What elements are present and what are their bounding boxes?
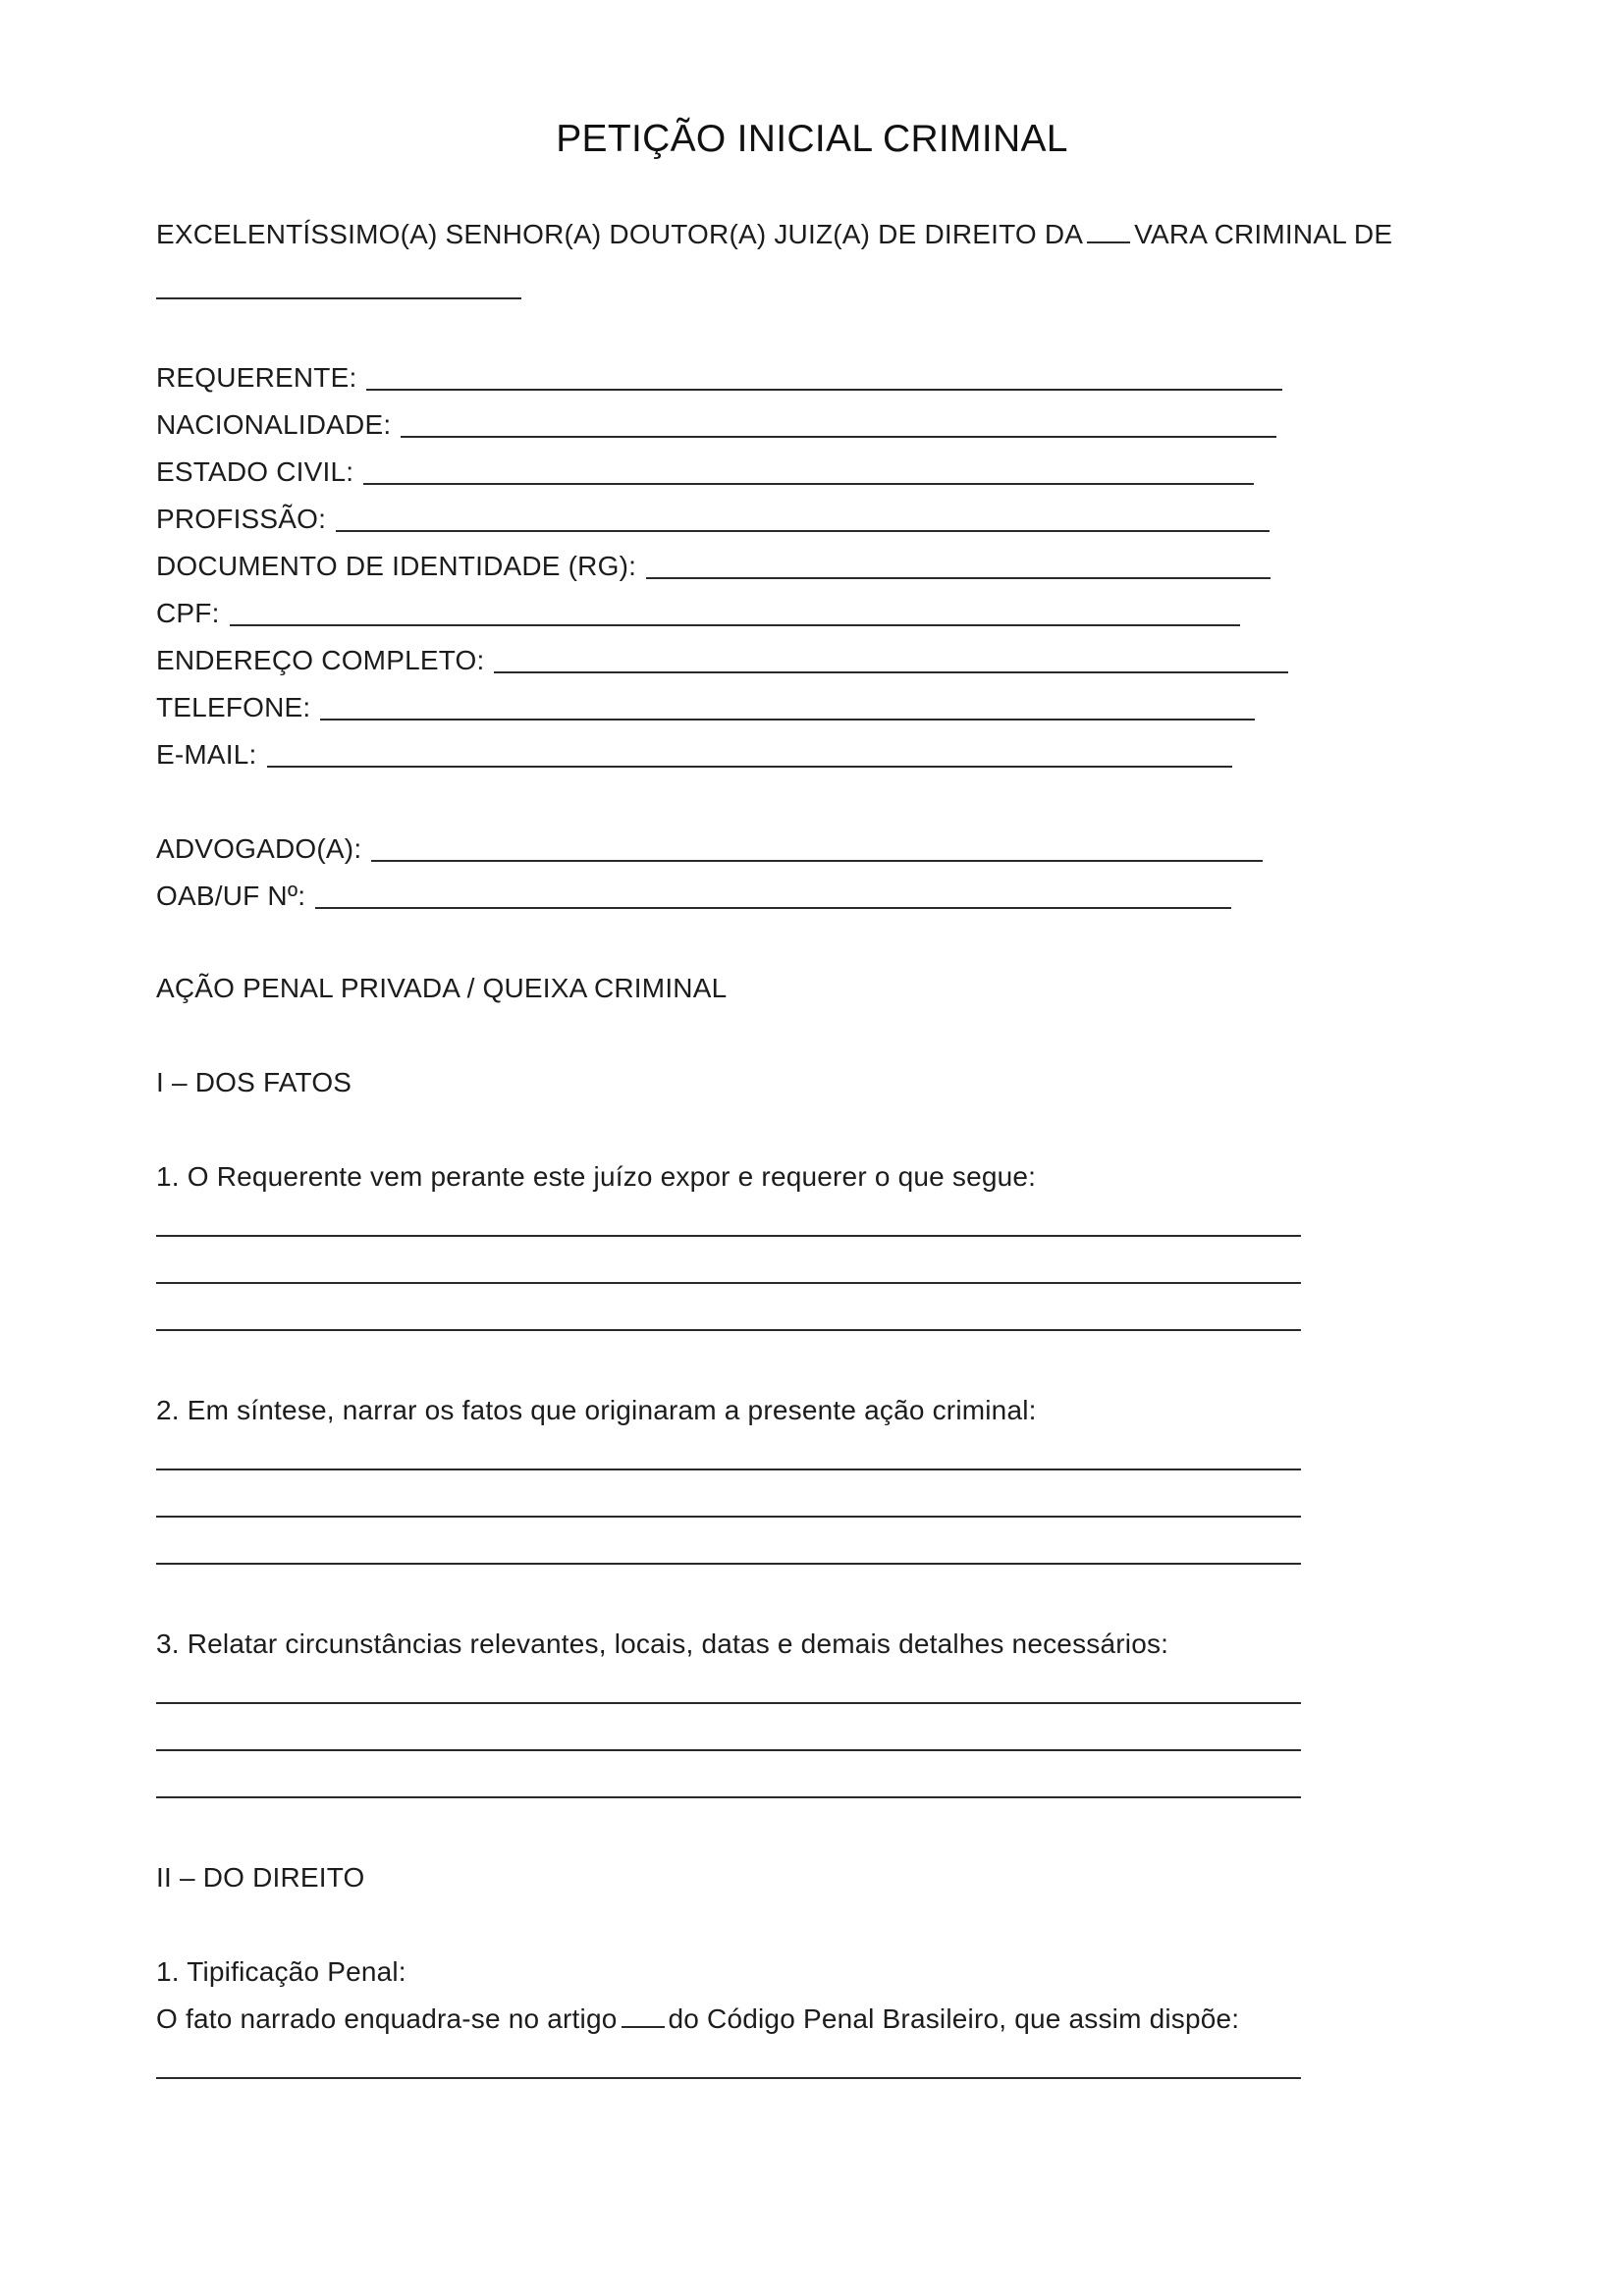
answer-line xyxy=(156,1702,1301,1704)
direito-item-1-text xyxy=(156,2002,1239,2036)
answer-line xyxy=(156,1282,1301,1284)
section-heading-direito: II – DO DIREITO xyxy=(156,1862,365,1893)
field-blank xyxy=(230,623,1240,626)
document-title: PETIÇÃO INICIAL CRIMINAL xyxy=(556,118,1068,160)
direito-item-1-title: 1. Tipificação Penal: xyxy=(156,1956,406,1987)
field-label: OAB/UF Nº: xyxy=(156,881,306,911)
field-label: TELEFONE: xyxy=(156,692,311,722)
fatos-item-1: 1. O Requerente vem perante este juízo expor e requerer o que segue: xyxy=(156,1161,1037,1192)
field-label: PROFISSÃO: xyxy=(156,504,327,534)
field-label: DOCUMENTO DE IDENTIDADE (RG): xyxy=(156,551,637,581)
field-label: ENDEREÇO COMPLETO: xyxy=(156,645,485,675)
field-oab xyxy=(156,880,1231,913)
answer-line xyxy=(156,1749,1301,1751)
field-label: E-MAIL: xyxy=(156,739,257,770)
artigo-text-before: O fato narrado enquadra-se no artigo xyxy=(156,2003,618,2034)
vara-number-blank xyxy=(1087,220,1130,243)
field-advogado xyxy=(156,832,1263,866)
field-blank xyxy=(401,435,1276,438)
answer-line xyxy=(156,1235,1301,1237)
field-estado-civil xyxy=(156,455,1254,489)
addressee-text-before: EXCELENTÍSSIMO(A) SENHOR(A) DOUTOR(A) JUIZ(A) DE DIREITO DA xyxy=(156,219,1084,249)
answer-line xyxy=(156,1563,1301,1565)
field-telefone xyxy=(156,691,1255,724)
answer-line xyxy=(156,1329,1301,1331)
section-heading-fatos: I – DOS FATOS xyxy=(156,1067,352,1097)
field-cpf xyxy=(156,597,1240,630)
field-blank xyxy=(315,906,1231,909)
field-blank xyxy=(494,670,1288,673)
addressee-text-after: VARA CRIMINAL DE xyxy=(1134,219,1393,249)
addressee-line xyxy=(156,218,1392,251)
comarca-blank xyxy=(156,297,521,299)
action-type: AÇÃO PENAL PRIVADA / QUEIXA CRIMINAL xyxy=(156,973,728,1003)
answer-line xyxy=(156,1796,1301,1798)
field-blank xyxy=(363,482,1254,485)
field-label: CPF: xyxy=(156,598,220,628)
field-label: REQUERENTE: xyxy=(156,362,357,393)
field-label: ADVOGADO(A): xyxy=(156,833,362,864)
fatos-item-2: 2. Em síntese, narrar os fatos que originaram a presente ação criminal: xyxy=(156,1395,1037,1425)
artigo-text-after: do Código Penal Brasileiro, que assim dispõe: xyxy=(668,2003,1240,2034)
answer-line xyxy=(156,2077,1301,2079)
field-blank xyxy=(267,765,1232,768)
field-rg xyxy=(156,550,1271,583)
field-requerente xyxy=(156,361,1282,395)
field-blank xyxy=(646,576,1271,579)
field-blank xyxy=(336,529,1270,532)
field-blank xyxy=(366,388,1282,391)
field-label: ESTADO CIVIL: xyxy=(156,456,354,487)
field-email xyxy=(156,738,1232,772)
field-endereco xyxy=(156,644,1288,677)
field-label: NACIONALIDADE: xyxy=(156,409,392,440)
fatos-item-3: 3. Relatar circunstâncias relevantes, locais, datas e demais detalhes necessários: xyxy=(156,1629,1169,1659)
field-blank xyxy=(371,859,1263,862)
answer-line xyxy=(156,1468,1301,1470)
field-nacionalidade xyxy=(156,408,1276,442)
field-blank xyxy=(320,718,1255,721)
artigo-number-blank xyxy=(622,2004,665,2028)
answer-line xyxy=(156,1516,1301,1518)
field-profissao xyxy=(156,503,1270,536)
